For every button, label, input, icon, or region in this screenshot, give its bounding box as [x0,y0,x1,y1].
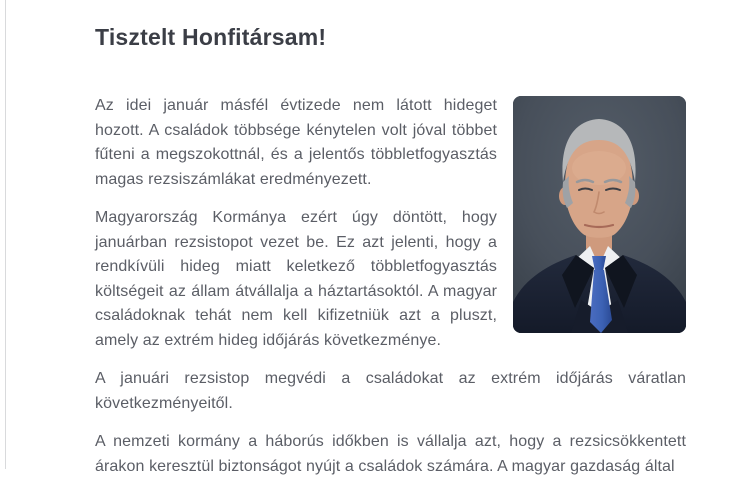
letter-paragraph-1: Az idei január másfél évtizede nem látott hideget hozott. A családok többsége kénytelen volt jóval többet fűteni a megszokottnál, és a jelentős többletfogyasztás magas rezsiszámlákat eredményezett. [95,97,497,188]
letter-content [95,22,686,493]
letter-paragraph-4: A nemzeti kormány a háborús időkben is vállalja azt, hogy a rezsicsökkentett árakon keresztül biztonságot nyújt a családok számára. A magyar gazdaság által [95,433,686,475]
portrait-illustration [513,96,686,333]
letter-paragraph-2: Magyarország Kormánya ezért úgy döntött, hogy januárban rezsistopot vezet be. Ez azt jelenti, hogy a rendkívüli hideg miatt keletkező többletfogyasztás költségeit az állam átvállalja a háztartásoktól. A magyar családoknak tehát nem kell kifizetniük azt a pluszt, amely az extrém hideg időjárás következménye. [95,209,497,349]
page-title: Tisztelt Honfitársam! [95,24,327,50]
page-left-divider [5,0,6,469]
portrait-photo [513,96,686,333]
letter-paragraph-3: A januári rezsistop megvédi a családokat az extrém időjárás váratlan következményeitől. [95,370,686,412]
